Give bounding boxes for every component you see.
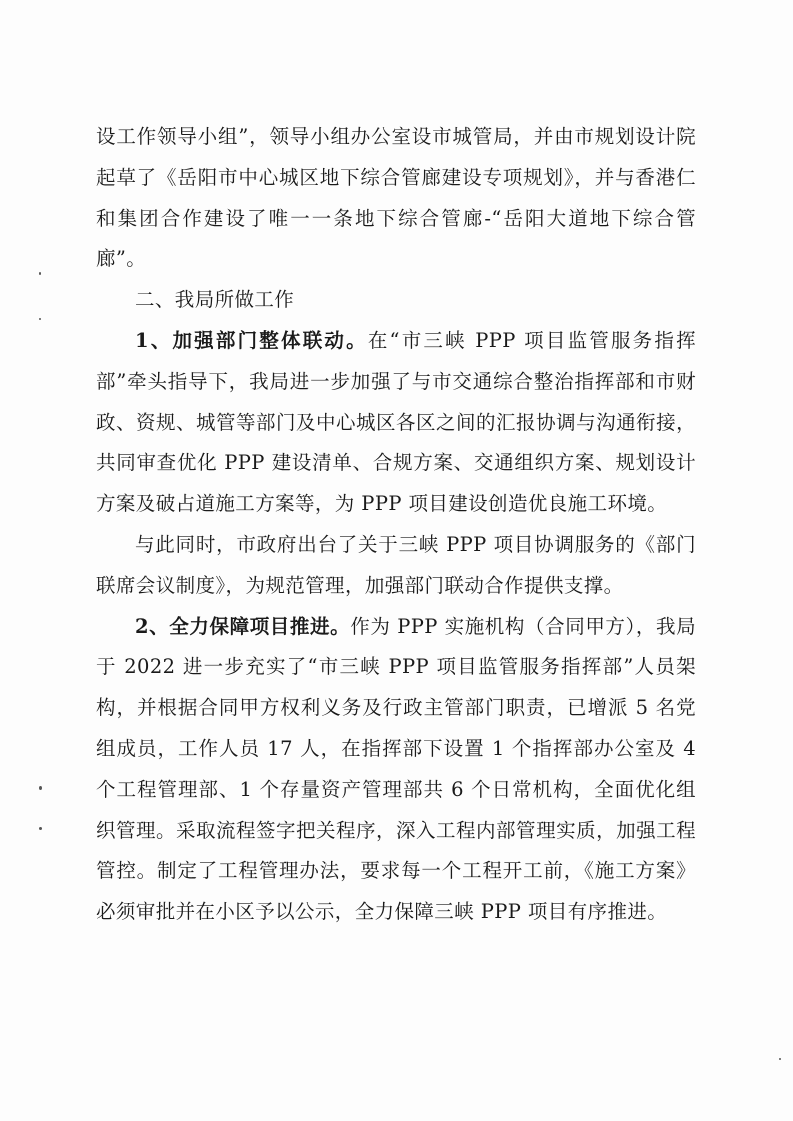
paragraph-item-1 [96,321,696,525]
paragraph-meeting-system: 与此同时，市政府出台了关于三峡 PPP 项目协调服务的《部门联席会议制度》，为规范管理，加强部门联动合作提供支撑。 [96,532,696,597]
paragraph-item-2 [96,607,696,933]
item-1-lead: 1、加强部门整体联动。 [135,328,368,352]
item-2-lead: 2、全力保障项目推进。 [135,614,351,638]
document-body [96,117,696,933]
section-heading: 二、我局所做工作 [135,288,295,312]
item-1-body: 在“市三峡 PPP 项目监管服务指挥部”牵头指导下，我局进一步加强了与市交通综合整治指挥部和市财政、资规、城管等部门及中心城区各区之间的汇报协调与沟通衔接，共同审查优化 PPP 建设清单、合规方案、交通组织方案、规划设计方案及破占道施工方案等，为 PPP 项目建设创造优良施工环境。 [96,328,696,516]
item-2-body: 作为 PPP 实施机构（合同甲方），我局于 2022 进一步充实了“市三峡 PPP 项目监管服务指挥部”人员架构，并根据合同甲方权利义务及行政主管部门职责，已增派 5 名党组成员，工作人员 17 人，在指挥部下设置 1 个指挥部办公室及 4 个工程管理部、1 个存量资产管理部共 6 个日常机构，全面优化组织管理。采取流程签字把关程序，深入工程内部管理实质，加强工程管控。制定了工程管理办法，要求每一个工程开工前，《施工方案》必须审批并在小区予以公示，全力保障三峡 PPP 项目有序推进。 [96,614,696,924]
paragraph-intro: 设工作领导小组”，领导小组办公室设市城管局，并由市规划设计院起草了《岳阳市中心城区地下综合管廊建设专项规划》，并与香港仁和集团合作建设了唯一一条地下综合管廊-“岳阳大道地下综合管廊”。 [96,125,696,271]
